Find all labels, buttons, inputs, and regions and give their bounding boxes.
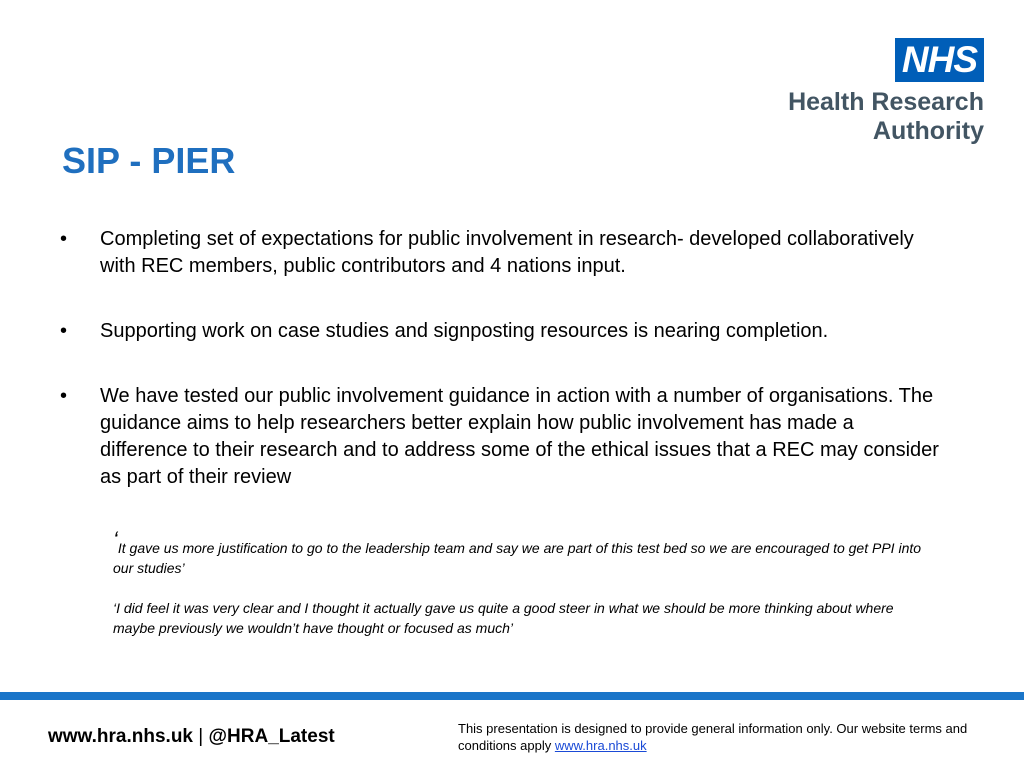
quote-text: It gave us more justification to go to the leadership team and say we are part of this test bed so we are encouraged to get PPI into our studies’ <box>113 540 922 576</box>
quote-item <box>113 598 933 638</box>
quote-item <box>113 527 933 578</box>
quote-open-mark: ‘ <box>113 527 118 552</box>
footer-website: www.hra.nhs.uk <box>48 726 193 747</box>
bullet-list <box>60 226 940 529</box>
footer-disclaimer <box>458 720 1003 754</box>
quote-text: ‘I did feel it was very clear and I thought it actually gave us quite a good steer in what we should be more thinking about where maybe previously we wouldn’t have thought or focused as much’ <box>113 600 894 636</box>
bullet-item: • Completing set of expectations for public involvement in research- developed collaboratively with REC members, public contributors and 4 nations input. <box>60 226 940 280</box>
footer-separator: | <box>198 726 204 747</box>
quote-list <box>113 527 933 658</box>
bullet-item: • We have tested our public involvement guidance in action with a number of organisations. The guidance aims to help researchers better explain how public involvement has made a difference to their research and to address some of the ethical issues that a REC may consider as part of their review <box>60 383 940 491</box>
org-name <box>774 88 984 146</box>
footer-twitter: @HRA_Latest <box>208 726 335 747</box>
bullet-item: • Supporting work on case studies and signposting resources is nearing completion. <box>60 318 940 345</box>
hra-logo <box>774 38 984 146</box>
footer <box>0 692 1024 768</box>
org-name-line2: Authority <box>872 117 984 145</box>
slide-title: SIP - PIER <box>62 140 236 181</box>
disclaimer-text: This presentation is designed to provide general information only. Our website terms and conditions apply <box>458 721 968 753</box>
footer-contact <box>48 726 335 748</box>
nhs-logo-mark: NHS <box>895 38 984 82</box>
org-name-line1: Health Research <box>788 88 984 116</box>
footer-link[interactable]: www.hra.nhs.uk <box>554 738 647 753</box>
